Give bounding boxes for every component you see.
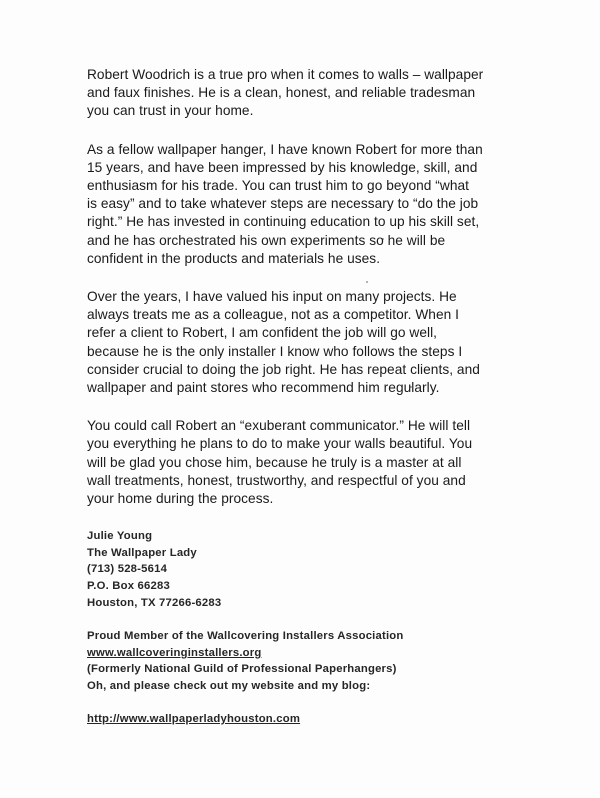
text-line: confident in the products and materials he uses. <box>87 250 381 266</box>
text-line: is easy” and to take whatever steps are necessary to “do the job <box>87 196 479 212</box>
text-line: and faux finishes. He is a clean, honest, and reliable tradesman <box>87 85 476 101</box>
paragraph-2 <box>87 141 557 268</box>
letter-body <box>87 66 557 727</box>
signer-city: Houston, TX 77266-6283 <box>87 596 222 609</box>
text-line: Over the years, I have valued his input on many projects. He <box>87 289 457 305</box>
signer-po-box: P.O. Box 66283 <box>87 580 170 593</box>
signer-name: Julie Young <box>87 530 153 543</box>
membership-block <box>87 628 557 694</box>
website-invite: Oh, and please check out my website and my blog: <box>87 680 371 693</box>
text-line: wallpaper and paint stores who recommend him regularly. <box>87 380 440 396</box>
text-line: refer a client to Robert, I am confident the job will go well, <box>87 325 438 341</box>
signer-phone: (713) 528-5614 <box>87 563 168 576</box>
paragraph-4 <box>87 417 557 508</box>
signer-business: The Wallpaper Lady <box>87 546 197 559</box>
text-line: wall treatments, honest, trustworthy, and respectful of you and <box>87 472 466 488</box>
text-line: because he is the only installer I know who follows the steps I <box>87 343 463 359</box>
formerly-note: (Formerly National Guild of Professional Paperhangers) <box>87 663 397 676</box>
text-line: your home during the process. <box>87 491 274 507</box>
text-line: always treats me as a colleague, not as a competitor. When I <box>87 307 459 323</box>
signature-block <box>87 528 557 611</box>
text-line: you can trust in your home. <box>87 103 254 119</box>
text-line: and he has orchestrated his own experiments so he will be <box>87 232 446 248</box>
text-line: enthusiasm for his trade. You can trust him to go beyond “what <box>87 178 470 194</box>
website-link[interactable]: http://www.wallpaperladyhouston.com <box>87 712 301 725</box>
paragraph-3 <box>87 288 557 397</box>
text-line: right.” He has invested in continuing education to up his skill set, <box>87 214 480 230</box>
text-line: As a fellow wallpaper hanger, I have known Robert for more than <box>87 141 483 157</box>
text-line: You could call Robert an “exuberant communicator.” He will tell <box>87 418 471 434</box>
text-line: 15 years, and have been impressed by his knowledge, skill, and <box>87 159 478 175</box>
text-line: consider crucial to doing the job right. He has repeat clients, and <box>87 361 480 377</box>
association-link[interactable]: www.wallcoveringinstallers.org <box>87 646 262 659</box>
website-block <box>87 711 557 728</box>
text-line: Robert Woodrich is a true pro when it comes to walls – wallpaper <box>87 67 484 82</box>
membership-statement: Proud Member of the Wallcovering Installers Association <box>87 630 404 643</box>
text-line: will be glad you chose him, because he truly is a master at all <box>87 454 462 470</box>
paragraph-1 <box>87 66 557 121</box>
text-line: you everything he plans to do to make your walls beautiful. You <box>87 436 473 452</box>
